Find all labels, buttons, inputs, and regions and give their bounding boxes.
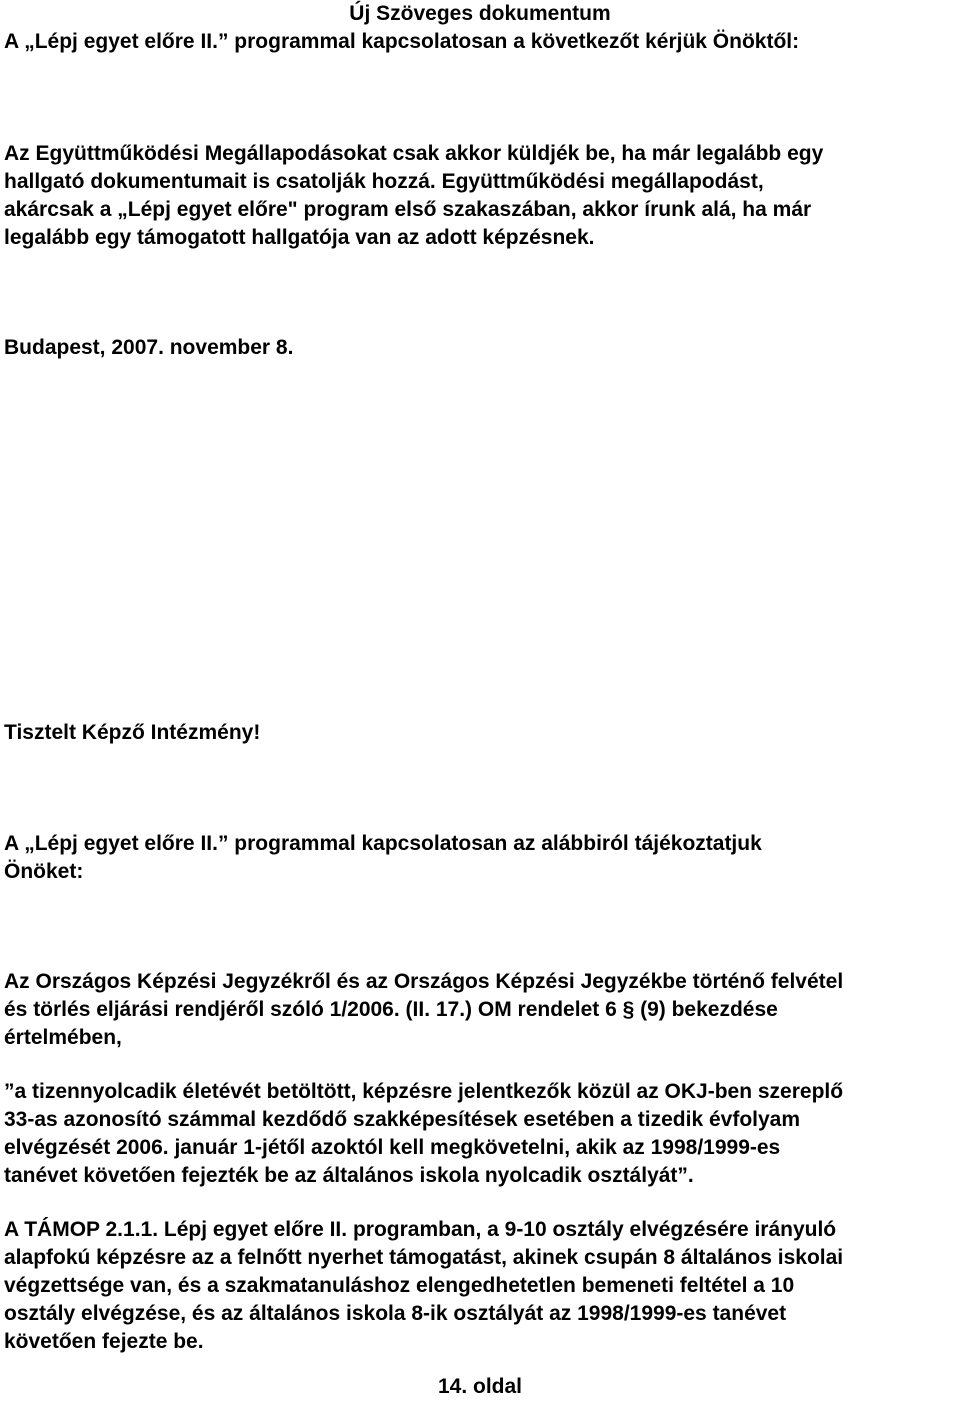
info-line: Önöket: — [4, 860, 84, 883]
date-line: Budapest, 2007. november 8. — [4, 336, 294, 359]
notice-line: Az Együttműködési Megállapodásokat csak akkor küldjék be, ha már legalább egy — [4, 142, 824, 165]
quote-line: elvégzését 2006. január 1-jétől azoktól kell megkövetelni, akik az 1998/1999-es — [4, 1136, 781, 1159]
info-paragraph — [4, 830, 960, 886]
regulation-line: Az Országos Képzési Jegyzékről és az Országos Képzési Jegyzékbe történő felvétel — [4, 970, 844, 993]
notice-paragraph — [4, 140, 960, 252]
quote-line: 33-as azonosító számmal kezdődő szakképesítések esetében a tizedik évfolyam — [4, 1108, 801, 1131]
document-title: Új Szöveges dokumentum — [349, 2, 611, 25]
tamop-line: alapfokú képzésre az a felnőtt nyerhet támogatást, akinek csupán 8 általános iskolai — [4, 1246, 844, 1269]
regulation-line: és törlés eljárási rendjéről szóló 1/2006. (II. 17.) OM rendelet 6 § (9) bekezdése — [4, 998, 778, 1021]
tamop-line: osztály elvégzése, és az általános iskola 8-ik osztályát az 1998/1999-es tanévet — [4, 1302, 787, 1325]
tamop-line: követően fejezte be. — [4, 1330, 204, 1353]
intro-line: A „Lépj egyet előre II.” programmal kapcsolatosan a következőt kérjük Önöktől: — [4, 30, 800, 53]
page-number: 14. oldal — [437, 1375, 523, 1398]
quote-line: tanévet követően fejezték be az általános iskola nyolcadik osztályát”. — [4, 1164, 694, 1187]
salutation: Tisztelt Képző Intézmény! — [4, 721, 261, 744]
info-line: A „Lépj egyet előre II.” programmal kapcsolatosan az alábbiról tájékoztatjuk — [4, 832, 762, 855]
quote-paragraph — [4, 1078, 960, 1190]
notice-line: akárcsak a „Lépj egyet előre" program első szakaszában, akkor írunk alá, ha már — [4, 198, 812, 221]
regulation-line: értelmében, — [4, 1026, 122, 1049]
quote-line: ”a tizennyolcadik életévét betöltött, képzésre jelentkezők közül az OKJ-ben szereplő — [4, 1080, 844, 1103]
notice-line: hallgató dokumentumait is csatolják hozzá. Együttműködési megállapodást, — [4, 170, 764, 193]
tamop-paragraph — [4, 1216, 960, 1356]
regulation-paragraph — [4, 968, 960, 1052]
tamop-line: végzettsége van, és a szakmatanuláshoz elengedhetetlen bemeneti feltétel a 10 — [4, 1274, 795, 1297]
tamop-line: A TÁMOP 2.1.1. Lépj egyet előre II. programban, a 9-10 osztály elvégzésére irányuló — [4, 1218, 837, 1241]
notice-line: legalább egy támogatott hallgatója van az adott képzésnek. — [4, 226, 595, 249]
